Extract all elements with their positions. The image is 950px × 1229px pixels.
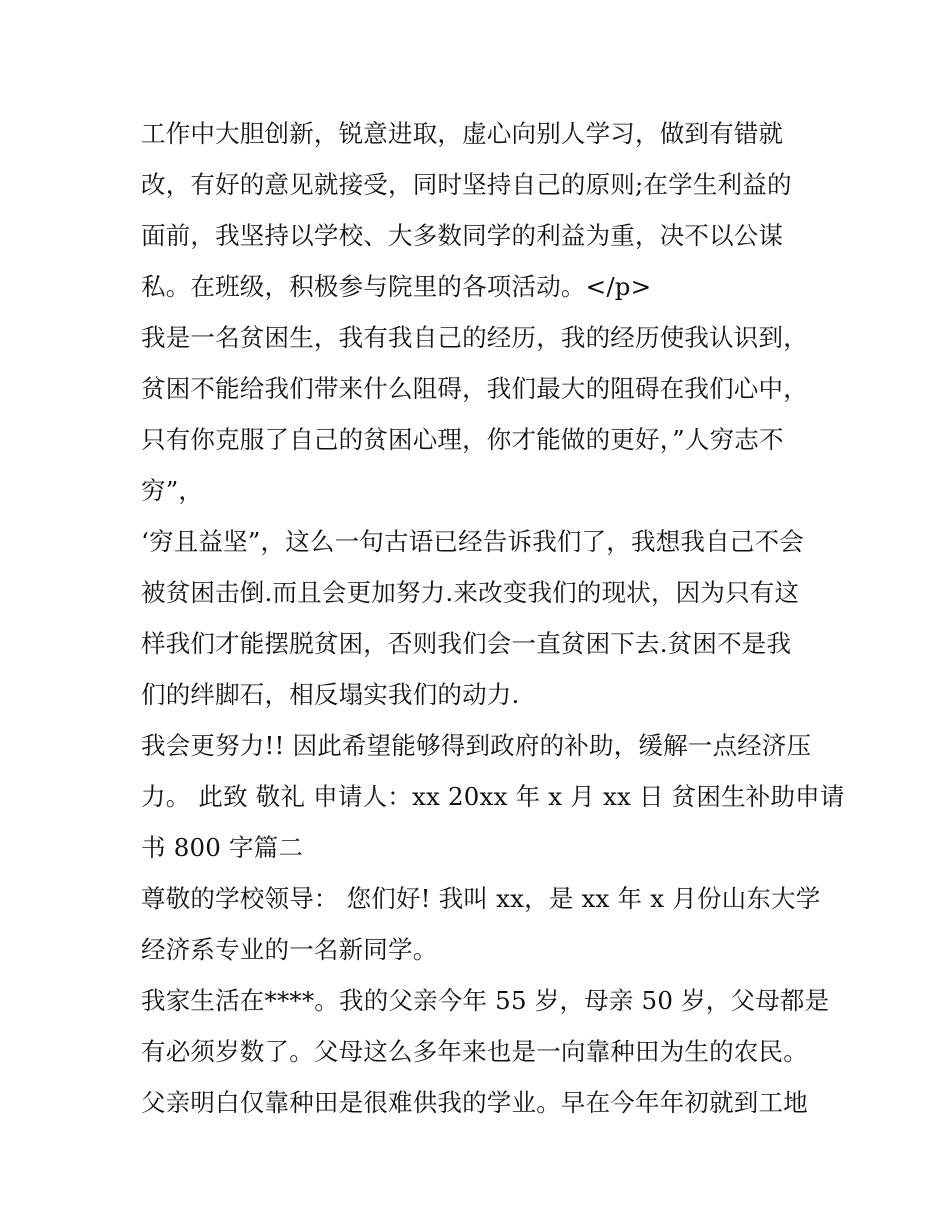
text-line: 经济系专业的一名新同学。 (141, 935, 438, 964)
text-line: 面前，我坚持以学校、大多数同学的利益为重，决不以公谋 (141, 221, 784, 250)
text-line: 们的绊脚石，相反塌实我们的动力. (141, 680, 520, 709)
text-line: 改，有好的意见就接受，同时坚持自己的原则;在学生利益的 (141, 170, 792, 199)
document-body (141, 108, 845, 1128)
text-line: 尊敬的学校领导： 您们好! 我叫 xx，是 xx 年 x 月份山东大学 (141, 884, 821, 913)
text-line: 工作中大胆创新，锐意进取，虚心向别人学习，做到有错就 (141, 119, 784, 148)
text-line: 私。在班级，积极参与院里的各项活动。</p> (141, 272, 652, 301)
text-line: 父亲明白仅靠种田是很难供我的学业。早在今年年初就到工地 (141, 1088, 808, 1117)
text-line: 有必须岁数了。父母这么多年来也是一向靠种田为生的农民。 (141, 1037, 808, 1066)
text-line: 我是一名贫困生，我有我自己的经历，我的经历使我认识到， (141, 323, 808, 352)
text-line: 只有你克服了自己的贫困心理，你才能做的更好，”人穷志不 (141, 425, 784, 454)
text-line: 贫困不能给我们带来什么阻碍，我们最大的阻碍在我们心中， (141, 374, 808, 403)
text-line: 被贫困击倒.而且会更加努力.来改变我们的现状，因为只有这 (141, 578, 800, 607)
text-line: 穷”， (141, 476, 204, 505)
text-line: 我会更努力!! 因此希望能够得到政府的补助，缓解一点经济压 (141, 731, 812, 760)
text-line: 书 800 字篇二 (141, 833, 304, 862)
text-line: ‘穷且益坚”，这么一句古语已经告诉我们了，我想我自己不会 (141, 527, 804, 556)
text-line: 样我们才能摆脱贫困，否则我们会一直贫困下去.贫困不是我 (141, 629, 792, 658)
text-line: 力。 此致 敬礼 申请人：xx 20xx 年 x 月 xx 日 贫困生补助申请 (141, 782, 845, 811)
text-line: 我家生活在****。我的父亲今年 55 岁，母亲 50 岁，父母都是 (141, 986, 830, 1015)
